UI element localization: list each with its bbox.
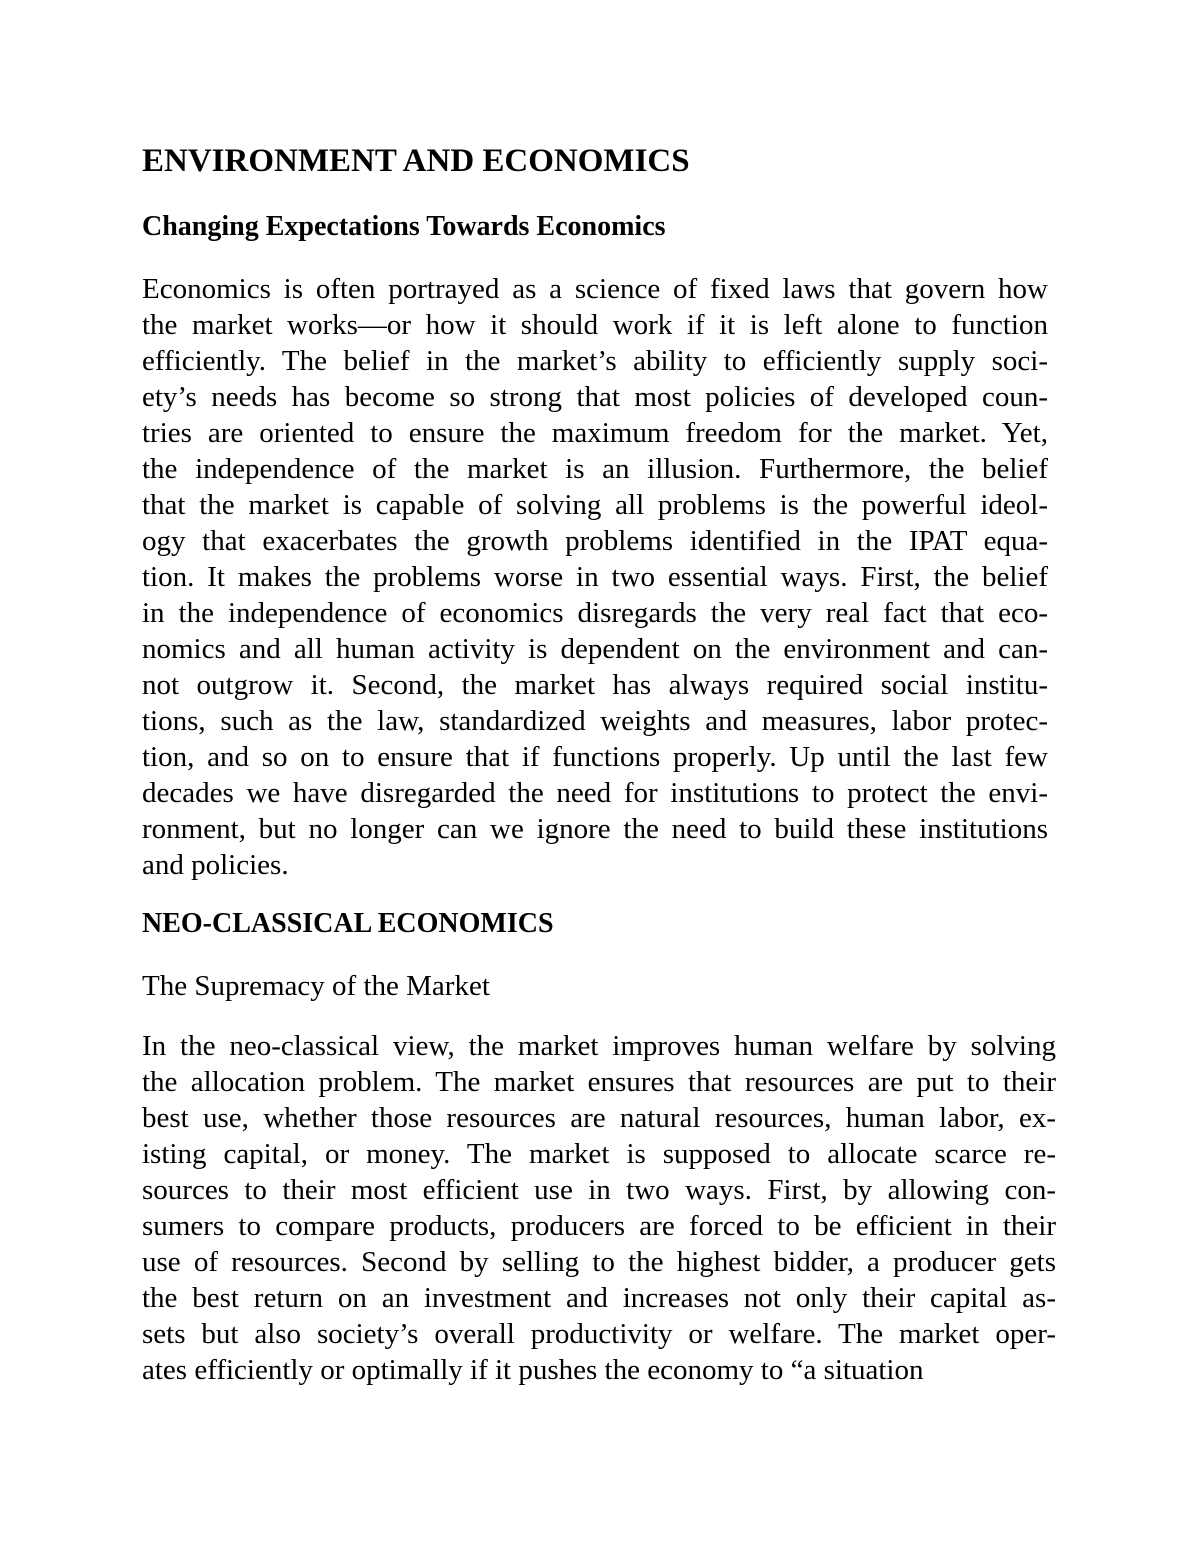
text-line: ates efficiently or optimally if it pushes the economy to “a situation (142, 1354, 924, 1386)
text-line: ogy that exacerbates the growth problems identified in the IPAT equa- (142, 525, 1048, 557)
document-title: ENVIRONMENT AND ECONOMICS (142, 143, 690, 179)
text-line: sources to their most efficient use in two ways. First, by allowing con- (142, 1174, 1056, 1206)
text-line: ronment, but no longer can we ignore the need to build these institutions (142, 813, 1048, 845)
paragraph-neo-classical (142, 1028, 1056, 1388)
text-line: best use, whether those resources are natural resources, human labor, ex- (142, 1102, 1056, 1134)
text-line: and policies. (142, 849, 289, 881)
text-line: in the independence of economics disregards the very real fact that eco- (142, 597, 1048, 629)
paragraph-changing-expectations (142, 271, 1048, 883)
text-line: tries are oriented to ensure the maximum freedom for the market. Yet, (142, 417, 1048, 449)
text-line: Economics is often portrayed as a science of fixed laws that govern how (142, 273, 1048, 305)
text-line: decades we have disregarded the need for institutions to protect the envi- (142, 777, 1048, 809)
text-line: efficiently. The belief in the market’s ability to efficiently supply soci- (142, 345, 1048, 377)
text-line: tion. It makes the problems worse in two essential ways. First, the belief (142, 561, 1048, 593)
text-line: the market works—or how it should work if it is left alone to function (142, 309, 1048, 341)
text-line: ety’s needs has become so strong that most policies of developed coun- (142, 381, 1048, 413)
text-line: nomics and all human activity is dependent on the environment and can- (142, 633, 1048, 665)
text-line: that the market is capable of solving all problems is the powerful ideol- (142, 489, 1048, 521)
text-line: In the neo-classical view, the market improves human welfare by solving (142, 1030, 1056, 1062)
text-line: not outgrow it. Second, the market has always required social institu- (142, 669, 1048, 701)
text-line: use of resources. Second by selling to the highest bidder, a producer gets (142, 1246, 1056, 1278)
text-line: sets but also society’s overall productivity or welfare. The market oper- (142, 1318, 1056, 1350)
section-heading-neo-classical: NEO-CLASSICAL ECONOMICS (142, 908, 554, 939)
text-line: the allocation problem. The market ensures that resources are put to their (142, 1066, 1056, 1098)
section-subtitle-changing-expectations: Changing Expectations Towards Economics (142, 211, 666, 242)
section-subheading-supremacy: The Supremacy of the Market (142, 970, 490, 1002)
text-line: the independence of the market is an illusion. Furthermore, the belief (142, 453, 1048, 485)
text-line: tions, such as the law, standardized weights and measures, labor protec- (142, 705, 1048, 737)
text-line: isting capital, or money. The market is supposed to allocate scarce re- (142, 1138, 1056, 1170)
text-line: tion, and so on to ensure that if functions properly. Up until the last few (142, 741, 1048, 773)
text-line: sumers to compare products, producers are forced to be efficient in their (142, 1210, 1056, 1242)
text-line: the best return on an investment and increases not only their capital as- (142, 1282, 1056, 1314)
